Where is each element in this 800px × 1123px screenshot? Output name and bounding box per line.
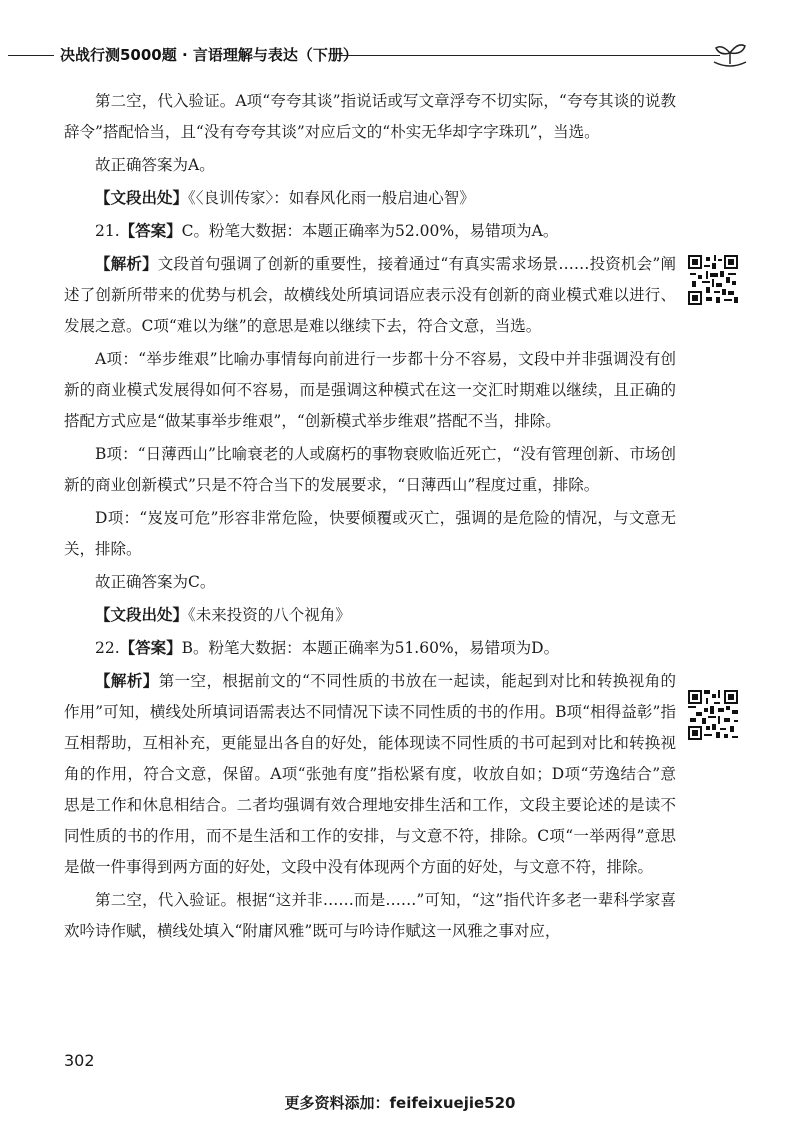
answer-line <box>64 216 676 247</box>
book-title: 决战行测5000题 · 言语理解与表达（下册） <box>60 46 358 64</box>
question-number: 22. <box>95 639 120 657</box>
page-number: 302 <box>64 1051 95 1070</box>
source-label: 【文段出处】 <box>95 606 189 624</box>
analysis-paragraph <box>64 249 676 342</box>
answer-line <box>64 633 676 664</box>
paragraph: 故正确答案为C。 <box>95 573 216 591</box>
source-text: 《未来投资的八个视角》 <box>188 606 351 624</box>
analysis-text: 第一空，根据前文的“不同性质的书放在一起读，能起到对比和转换视角的作用”可知，横线处所填词语需表达不同情况下读不同性质的书的作用。B项“相得益彰”指互相帮助，互相补充，更能显出各自的好处，能体现读不同性质的书可起到对比和转换视角的作用，符合文意，保留。A项“张弛有度”指松紧有度，收放自如；D项“劳逸结合”意思是工作和休息相结合。二者均强调有效合理地安排生活和工作，文段主要论述的是读不同性质的书的作用，而不是生活和工作的安排，与文意不符，排除。C项“一举两得”意思是做一件事得到两方面的好处，文段中没有体现两个方面的好处，与文意不符，排除。 <box>64 672 676 876</box>
paragraph: D项：“岌岌可危”形容非常危险，快要倾覆或灭亡，强调的是危险的情况，与文意无关，排除。 <box>64 509 676 558</box>
source-line <box>64 183 676 214</box>
question-number: 21. <box>95 222 120 240</box>
paragraph: B项：“日薄西山”比喻衰老的人或腐朽的事物衰败临近死亡，“没有管理创新、市场创新的商业创新模式”只是不符合当下的发展要求，“日薄西山”程度过重，排除。 <box>64 445 676 494</box>
answer-label: 【答案】 <box>119 222 182 240</box>
paragraph: A项：“举步维艰”比喻办事情每向前进行一步都十分不容易，文段中并非强调没有创新的商业模式发展得如何不容易，而是强调这种模式在这一交汇时期难以继续，且正确的搭配方式应是“做某事举步维艰”，“创新模式举步维艰”搭配不当，排除。 <box>64 350 676 430</box>
header-rule-right <box>340 55 720 56</box>
analysis-paragraph <box>64 666 676 883</box>
header-rule-left <box>8 55 54 56</box>
answer-label: 【答案】 <box>119 639 182 657</box>
qr-code-icon[interactable] <box>688 690 738 740</box>
paragraph: 第二空，代入验证。A项“夸夸其谈”指说话或写文章浮夸不切实际，“夸夸其谈的说教辞令”搭配恰当，且“没有夸夸其谈”对应后文的“朴实无华却字字珠玑”，当选。 <box>64 92 676 141</box>
sprout-icon <box>712 40 748 70</box>
paragraph: 故正确答案为A。 <box>95 156 215 174</box>
analysis-label: 【解析】 <box>95 672 159 690</box>
source-text: 《〈良训传家〉：如春风化雨一般启迪心智》 <box>188 189 475 207</box>
qr-code-icon[interactable] <box>688 255 738 305</box>
answer-text: B。粉笔大数据：本题正确率为51.60%，易错项为D。 <box>181 639 560 657</box>
analysis-text: 文段首句强调了创新的重要性，接着通过“有真实需求场景……投资机会”阐述了创新所带来的优势与机会，故横线处所填词语应表示没有创新的商业模式难以进行、发展之意。C项“难以为继”的意思是难以继续下去，符合文意，当选。 <box>64 255 676 335</box>
analysis-label: 【解析】 <box>95 255 158 273</box>
footer-watermark-text: 更多资料添加：feifeixuejie520 <box>284 1094 516 1112</box>
page-body <box>64 86 676 947</box>
answer-text: C。粉笔大数据：本题正确率为52.00%，易错项为A。 <box>181 222 559 240</box>
running-header <box>0 40 800 70</box>
source-label: 【文段出处】 <box>95 189 189 207</box>
source-line <box>64 600 676 631</box>
paragraph: 第二空，代入验证。根据“这并非……而是……”可知，“这”指代许多老一辈科学家喜欢吟诗作赋，横线处填入“附庸风雅”既可与吟诗作赋这一风雅之事对应， <box>64 891 676 940</box>
